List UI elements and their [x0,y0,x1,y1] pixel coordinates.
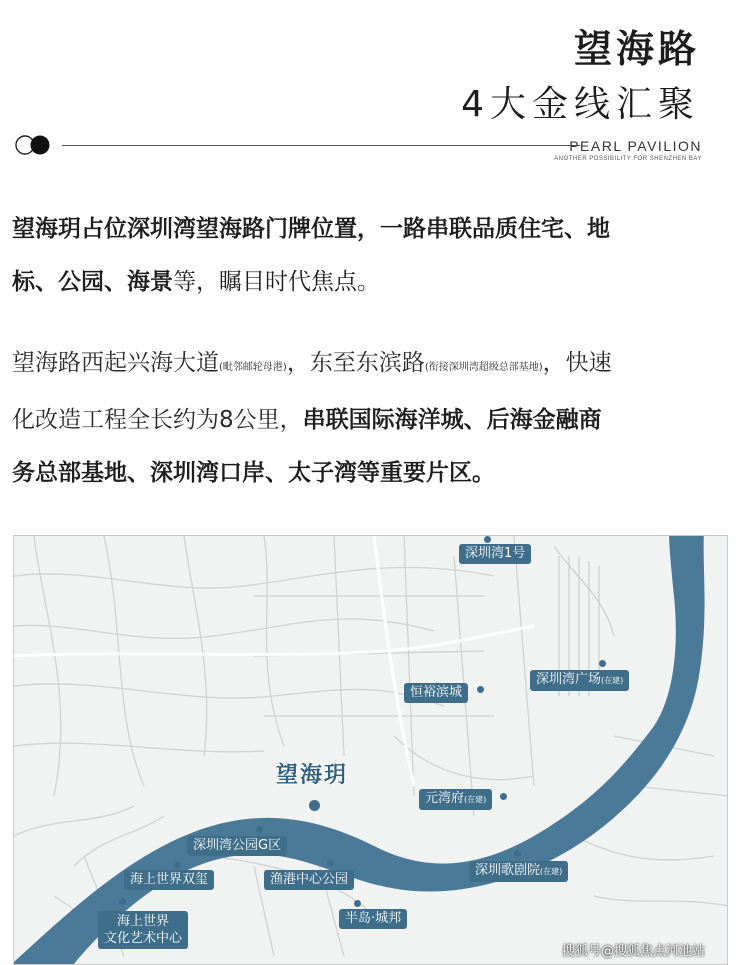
label-sz-bay-plaza [530,670,629,691]
brand-circles-icon [14,134,54,156]
label-yuanwan-text: 元湾府 [425,791,465,806]
route-text-2b: 串联国际海洋城、后海金融商 [302,407,602,433]
label-haishang-shuangxi: 海上世界双玺 [124,870,214,890]
dot-sz-bay-plaza [599,660,606,667]
dot-yuanwan [500,793,507,800]
dot-opera [514,850,521,857]
brand-tagline: ANOTHER POSSIBILITY FOR SHENZHEN BAY [554,156,702,162]
route-note-2: (衔接深圳湾超级总部基地) [424,362,543,373]
page-title: 望海路 [573,27,700,71]
label-fishing-park: 渔港中心公园 [264,870,354,890]
label-opera [469,861,568,882]
dot-park-g [256,826,263,833]
route-note-1: (毗邻邮轮母港) [219,362,287,373]
dot-sz-bay-1 [484,536,491,543]
route-text-1a: 望海路西起兴海大道 [12,350,219,376]
dot-fishing-park [327,860,334,867]
label-yuanwan [419,789,492,810]
intro-line-2-normal: 等，瞩目时代焦点。 [173,269,380,295]
location-map [13,535,728,965]
label-opera-text: 深圳歌剧院 [475,863,541,878]
label-sz-bay-plaza-text: 深圳湾广场 [536,672,602,687]
label-bandao: 半岛·城邦 [339,909,407,929]
label-park-g: 深圳湾公园G区 [187,836,287,856]
intro-line-2-bold: 标、公园、海景 [12,269,173,295]
brand-block [554,138,702,162]
map-main-label: 望海玥 [276,763,349,788]
label-sz-bay-1: 深圳湾1号 [459,544,531,564]
main-location-dot [309,800,320,811]
label-sz-bay-plaza-note: (在建) [601,676,624,685]
dot-culture-center [119,898,126,905]
header-divider [62,145,580,146]
label-culture-line-2: 文化艺术中心 [104,931,183,946]
label-culture-center [98,911,188,949]
route-line-3 [12,447,732,500]
label-yuanwan-note: (在建) [464,795,487,804]
page-subtitle: 4大金线汇聚 [461,84,700,125]
route-text-2a: 化改造工程全长约为8公里， [12,407,303,433]
label-hengyu: 恒裕滨城 [404,683,468,703]
dot-bandao [354,900,361,907]
intro-line-2 [12,256,732,309]
route-paragraph [12,337,732,500]
route-text-1c: ，快速 [542,350,612,376]
route-text-3: 务总部基地、深圳湾口岸、太子湾等重要片区。 [12,460,495,486]
watermark: 搜狐号@搜狐焦点河池站 [562,944,706,959]
route-line-2 [12,394,732,447]
label-culture-line-1: 海上世界 [117,914,170,929]
route-text-1b: ，东至东滨路 [286,350,425,376]
intro-line-1: 望海玥占位深圳湾望海路门牌位置，一路串联品质住宅、地 [12,216,610,242]
intro-paragraph [12,203,732,309]
dot-haishang-shuangxi [174,862,181,869]
label-opera-note: (在建) [540,867,563,876]
route-line-1 [12,337,732,394]
dot-hengyu [477,686,484,693]
brand-name: PEARL PAVILION [569,138,702,154]
